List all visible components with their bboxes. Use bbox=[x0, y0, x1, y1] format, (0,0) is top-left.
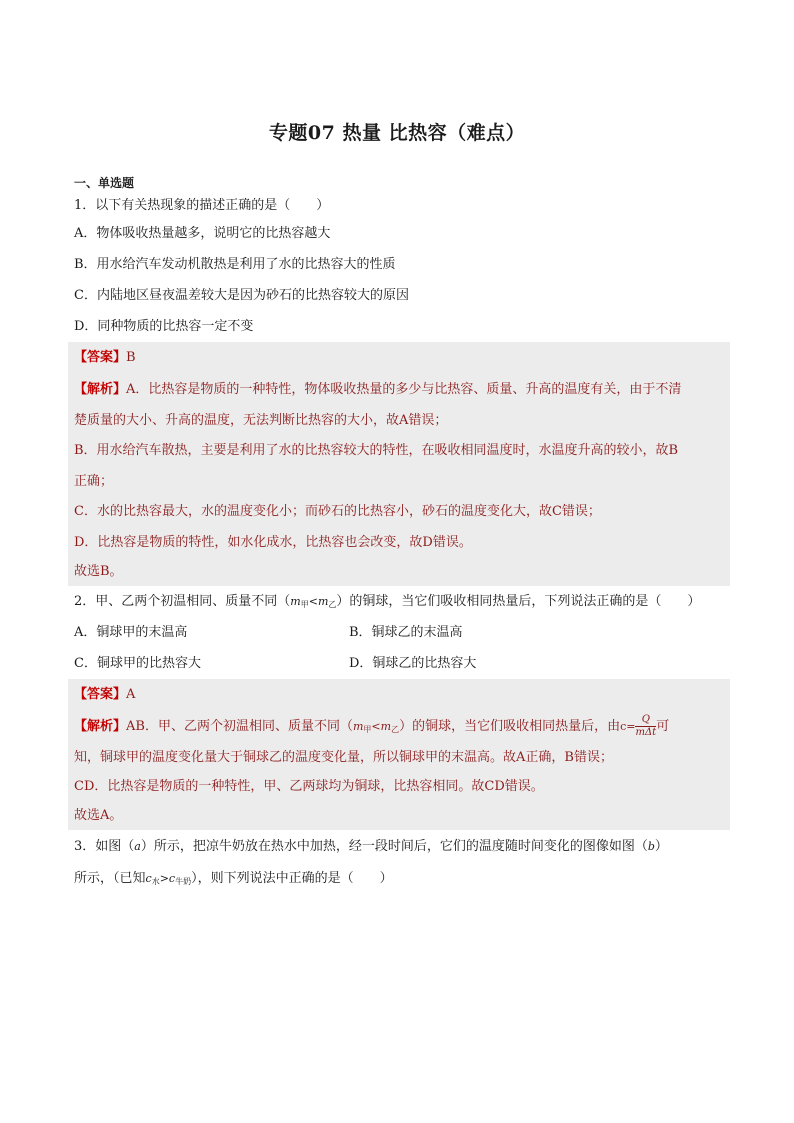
math-m: m bbox=[352, 720, 364, 733]
q1-analysis-line: 正确； bbox=[74, 474, 114, 489]
q1-analysis-line bbox=[74, 374, 730, 406]
stem-text: ）的铜球，当它们吸收相同热量后，下列说法正确的是（ ） bbox=[336, 594, 701, 609]
math-gt: > bbox=[159, 872, 169, 885]
formula-numerator: Q bbox=[635, 714, 656, 727]
q2-answer bbox=[74, 679, 730, 711]
math-b: b bbox=[647, 840, 655, 853]
section-heading: 一、单选题 bbox=[74, 176, 135, 190]
analysis-tag: 【解析】 bbox=[74, 382, 127, 397]
subscript: 乙 bbox=[391, 725, 400, 734]
math-a: a bbox=[134, 840, 141, 853]
stem-text: 所示，（已知 bbox=[74, 871, 146, 886]
q1-analysis-line: D．比热容是物质的特性，如水化成水，比热容也会改变，故D错误。 bbox=[74, 535, 472, 550]
q1-analysis-line: C．水的比热容最大，水的温度变化小；而砂石的比热容小，砂石的温度变化大，故C错误； bbox=[74, 504, 601, 519]
q2-analysis-line: CD．比热容是物质的一种特性，甲、乙两球均为铜球，比热容相同。故CD错误。 bbox=[74, 779, 544, 794]
q2-option-d: D．铜球乙的比热容大 bbox=[349, 656, 477, 671]
stem-text: ）所示，把凉牛奶放在热水中加热，经一段时间后，它们的温度随时间变化的图像如图（ bbox=[140, 839, 648, 854]
q3-stem-line bbox=[74, 830, 724, 863]
q3-stem-line bbox=[74, 863, 724, 894]
q1-analysis-line: 故选B。 bbox=[74, 564, 123, 579]
analysis-text: ）的铜球，当它们吸收相同热量后，由 bbox=[399, 719, 621, 734]
q1-answer-block bbox=[68, 342, 730, 586]
math-m: m bbox=[290, 595, 301, 608]
q2-analysis-line: 故选A。 bbox=[74, 808, 123, 823]
q2-stem bbox=[74, 586, 724, 617]
q2-options-row bbox=[74, 648, 724, 679]
analysis-tag: 【解析】 bbox=[74, 719, 127, 734]
answer-value: B bbox=[126, 350, 136, 365]
q1-analysis-line: B．用水给汽车散热，主要是利用了水的比热容较大的特性，在吸收相同温度时，水温度升高的较小，故B bbox=[74, 443, 679, 458]
formula-fraction bbox=[635, 714, 656, 739]
subscript: 乙 bbox=[328, 600, 337, 609]
q1-option-b: B．用水给汽车发动机散热是利用了水的比热容大的性质 bbox=[74, 257, 396, 272]
subscript: 甲 bbox=[363, 725, 372, 734]
q1-analysis-line: 楚质量的大小、升高的温度，无法判断比热容的大小，故A错误； bbox=[74, 413, 448, 428]
q1-option-c: C．内陆地区昼夜温差较大是因为砂石的比热容较大的原因 bbox=[74, 288, 409, 303]
math-lt: < bbox=[371, 720, 381, 733]
q1-answer bbox=[74, 342, 730, 374]
math-c: c bbox=[145, 872, 152, 885]
q1-option-d: D．同种物质的比热容一定不变 bbox=[74, 319, 254, 334]
q2-option-b: B．铜球乙的末温高 bbox=[349, 625, 463, 640]
answer-tag: 【答案】 bbox=[74, 350, 127, 365]
answer-value: A bbox=[126, 687, 136, 702]
q2-options-row bbox=[74, 617, 724, 648]
subscript: 牛奶 bbox=[175, 877, 192, 886]
stem-text: ） bbox=[654, 839, 668, 854]
math-c: c bbox=[168, 872, 176, 885]
stem-text: 3．如图（ bbox=[74, 839, 135, 854]
math-m: m bbox=[317, 595, 329, 608]
q2-option-c: C．铜球甲的比热容大 bbox=[74, 656, 201, 671]
q1-stem: 1．以下有关热现象的描述正确的是（ ） bbox=[74, 198, 330, 213]
formula-c: c= bbox=[620, 720, 636, 733]
page-title: 专题07 热量 比热容（难点） bbox=[268, 122, 526, 144]
formula-denominator: mΔt bbox=[635, 727, 657, 738]
stem-text: ），则下列说法中正确的是（ ） bbox=[191, 871, 393, 886]
q2-analysis-line bbox=[74, 711, 730, 743]
analysis-text: 可 bbox=[656, 719, 670, 734]
analysis-text: A．比热容是物质的一种特性，物体吸收热量的多少与比热容、质量、升高的温度有关，由于不清 bbox=[126, 382, 682, 397]
q1-option-a: A．物体吸收热量越多，说明它的比热容越大 bbox=[74, 226, 331, 241]
stem-text: 2．甲、乙两个初温相同、质量不同（ bbox=[74, 594, 291, 609]
math-m: m bbox=[380, 720, 392, 733]
document-body bbox=[74, 172, 724, 894]
q2-analysis-line: 知，铜球甲的温度变化量大于铜球乙的温度变化量，所以铜球甲的末温高。故A正确，B错误； bbox=[74, 750, 613, 765]
answer-tag: 【答案】 bbox=[74, 687, 127, 702]
q2-option-a: A．铜球甲的末温高 bbox=[74, 625, 188, 640]
analysis-text: AB．甲、乙两个初温相同、质量不同（ bbox=[126, 719, 353, 734]
math-lt: < bbox=[308, 595, 318, 608]
subscript: 水 bbox=[151, 877, 160, 886]
subscript: 甲 bbox=[300, 600, 309, 609]
q2-answer-block bbox=[68, 679, 730, 830]
